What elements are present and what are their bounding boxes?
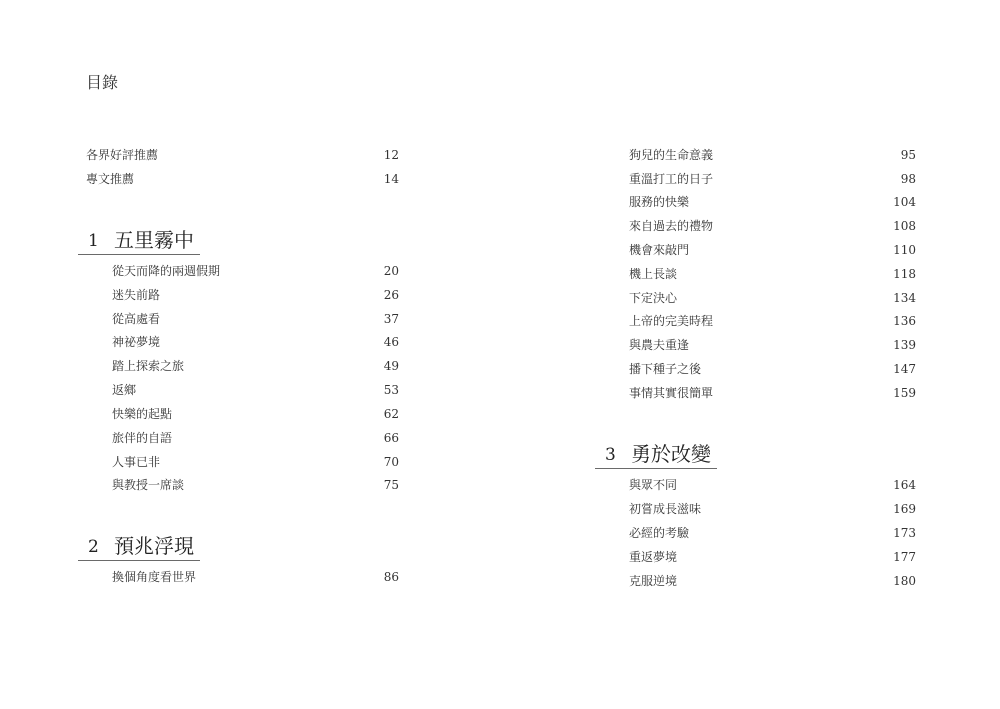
chapter-heading-3 — [595, 438, 717, 469]
page-title: 目錄 — [86, 73, 119, 92]
toc-entry[interactable] — [112, 356, 399, 376]
toc-entry-page: 53 — [383, 383, 399, 397]
toc-entry-title: 返鄉 — [112, 383, 137, 397]
toc-entry[interactable] — [112, 332, 399, 352]
toc-entry-title: 換個角度看世界 — [112, 570, 197, 584]
chapter-number: 3 — [605, 445, 616, 465]
toc-entry[interactable] — [112, 475, 399, 495]
toc-entry[interactable] — [629, 192, 916, 212]
toc-entry-page: 104 — [893, 195, 916, 209]
toc-entry-title: 狗兒的生命意義 — [629, 148, 714, 162]
toc-entry-title: 下定決心 — [629, 291, 678, 305]
toc-entry[interactable] — [86, 169, 399, 189]
toc-entry-title: 迷失前路 — [112, 288, 161, 302]
toc-entry[interactable] — [112, 285, 399, 305]
toc-entry-title: 必經的考驗 — [629, 526, 690, 540]
toc-entry-title: 踏上探索之旅 — [112, 359, 185, 373]
toc-entry[interactable] — [629, 169, 916, 189]
toc-entry[interactable] — [112, 452, 399, 472]
toc-entry-page: 37 — [383, 312, 399, 326]
toc-entry[interactable] — [629, 475, 916, 495]
toc-entry-title: 機會來敲門 — [629, 243, 690, 257]
chapter-number: 1 — [88, 231, 99, 251]
toc-entry[interactable] — [629, 264, 916, 284]
toc-entry-title: 機上長談 — [629, 267, 678, 281]
toc-entry[interactable] — [629, 145, 916, 165]
toc-entry-page: 12 — [383, 148, 399, 162]
toc-entry[interactable] — [86, 145, 399, 165]
toc-entry-title: 上帝的完美時程 — [629, 314, 714, 328]
toc-entry-page: 86 — [383, 570, 399, 584]
toc-entry[interactable] — [629, 311, 916, 331]
toc-entry-title: 與眾不同 — [629, 478, 678, 492]
chapter-number: 2 — [88, 537, 99, 557]
toc-entry-title: 旅伴的自語 — [112, 431, 173, 445]
toc-entry-title: 專文推薦 — [86, 172, 135, 186]
chapter-heading-2 — [78, 530, 200, 561]
toc-entry-page: 75 — [383, 478, 399, 492]
toc-entry-page: 164 — [893, 478, 916, 492]
toc-entry-page: 173 — [893, 526, 916, 540]
toc-entry-title: 播下種子之後 — [629, 362, 702, 376]
toc-entry[interactable] — [629, 359, 916, 379]
toc-entry-title: 各界好評推薦 — [86, 148, 159, 162]
toc-entry[interactable] — [629, 335, 916, 355]
toc-entry[interactable] — [112, 309, 399, 329]
chapter-title: 預兆浮現 — [114, 534, 194, 558]
toc-entry-title: 重返夢境 — [629, 550, 678, 564]
toc-entry[interactable] — [112, 428, 399, 448]
toc-entry-title: 與教授一席談 — [112, 478, 185, 492]
toc-entry[interactable] — [629, 240, 916, 260]
toc-entry-title: 來自過去的禮物 — [629, 219, 714, 233]
toc-entry-title: 事情其實很簡單 — [629, 386, 714, 400]
toc-entry-page: 95 — [900, 148, 916, 162]
toc-entry[interactable] — [112, 404, 399, 424]
toc-entry[interactable] — [629, 547, 916, 567]
toc-entry[interactable] — [112, 261, 399, 281]
toc-entry-page: 14 — [383, 172, 399, 186]
toc-entry[interactable] — [629, 523, 916, 543]
toc-entry-page: 118 — [893, 267, 916, 281]
toc-entry-page: 147 — [893, 362, 916, 376]
toc-entry-page: 139 — [893, 338, 916, 352]
toc-entry-page: 62 — [383, 407, 399, 421]
toc-entry-title: 克服逆境 — [629, 574, 678, 588]
toc-entry-title: 神祕夢境 — [112, 335, 161, 349]
toc-entry-title: 重溫打工的日子 — [629, 172, 714, 186]
toc-entry[interactable] — [629, 383, 916, 403]
toc-entry-page: 134 — [893, 291, 916, 305]
toc-entry-page: 70 — [383, 455, 399, 469]
toc-entry-title: 與農夫重逢 — [629, 338, 690, 352]
toc-entry[interactable] — [629, 216, 916, 236]
toc-entry-page: 169 — [893, 502, 916, 516]
toc-entry-title: 初嘗成長滋味 — [629, 502, 702, 516]
toc-entry-title: 服務的快樂 — [629, 195, 690, 209]
toc-entry[interactable] — [629, 288, 916, 308]
toc-entry-page: 46 — [383, 335, 399, 349]
toc-entry-page: 49 — [383, 359, 399, 373]
chapter-title: 五里霧中 — [114, 228, 194, 252]
chapter-heading-1 — [78, 224, 200, 255]
toc-entry-page: 159 — [893, 386, 916, 400]
toc-entry-page: 20 — [383, 264, 399, 278]
toc-entry-page: 66 — [383, 431, 399, 445]
toc-entry-title: 快樂的起點 — [112, 407, 173, 421]
toc-entry-page: 180 — [893, 574, 916, 588]
toc-entry-page: 177 — [893, 550, 916, 564]
toc-entry-page: 108 — [893, 219, 916, 233]
toc-entry-page: 26 — [383, 288, 399, 302]
toc-entry-title: 人事已非 — [112, 455, 161, 469]
toc-entry-page: 110 — [893, 243, 916, 257]
toc-entry-title: 從高處看 — [112, 312, 161, 326]
chapter-title: 勇於改變 — [631, 442, 711, 466]
toc-entry-page: 98 — [900, 172, 916, 186]
toc-entry[interactable] — [629, 499, 916, 519]
toc-entry-title: 從天而降的兩週假期 — [112, 264, 221, 278]
toc-entry-page: 136 — [893, 314, 916, 328]
toc-entry[interactable] — [112, 380, 399, 400]
toc-entry[interactable] — [112, 567, 399, 587]
toc-entry[interactable] — [629, 571, 916, 591]
